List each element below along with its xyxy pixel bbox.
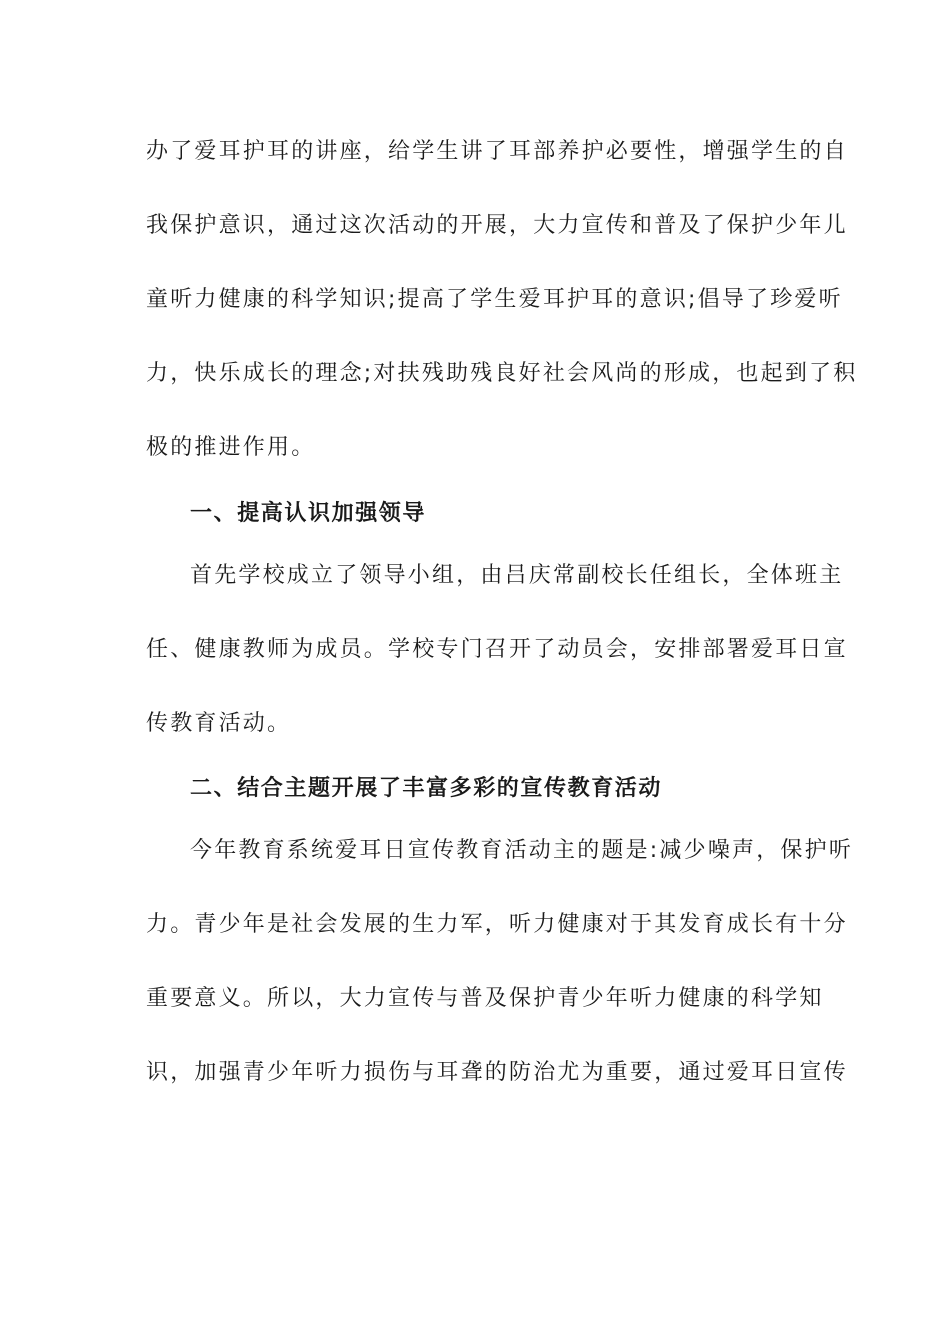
paragraph-line: 任、健康教师为成员。学校专门召开了动员会，安排部署爱耳日宣 [146, 637, 848, 662]
paragraph-line: 今年教育系统爱耳日宣传教育活动主的题是:减少噪声，保护听 [190, 838, 854, 863]
paragraph-line: 传教育活动。 [146, 711, 292, 736]
paragraph-line: 力。青少年是社会发展的生力军，听力健康对于其发育成长有十分 [146, 912, 848, 937]
paragraph-line: 我保护意识，通过这次活动的开展，大力宣传和普及了保护少年儿 [146, 213, 848, 238]
paragraph-line: 首先学校成立了领导小组，由吕庆常副校长任组长，全体班主 [190, 563, 844, 588]
section-heading: 二、结合主题开展了丰富多彩的宣传教育活动 [190, 776, 663, 801]
paragraph-line: 重要意义。所以，大力宣传与普及保护青少年听力健康的科学知 [146, 986, 824, 1011]
paragraph-line: 识，加强青少年听力损伤与耳聋的防治尤为重要，通过爱耳日宣传 [146, 1060, 848, 1085]
paragraph-line: 力，快乐成长的理念;对扶残助残良好社会风尚的形成，也起到了积 [146, 361, 858, 386]
paragraph-line: 童听力健康的科学知识;提高了学生爱耳护耳的意识;倡导了珍爱听 [146, 287, 843, 312]
paragraph-line: 极的推进作用。 [146, 435, 316, 460]
paragraph-line: 办了爱耳护耳的讲座，给学生讲了耳部养护必要性，增强学生的自 [146, 139, 848, 164]
section-heading: 一、提高认识加强领导 [190, 501, 427, 526]
